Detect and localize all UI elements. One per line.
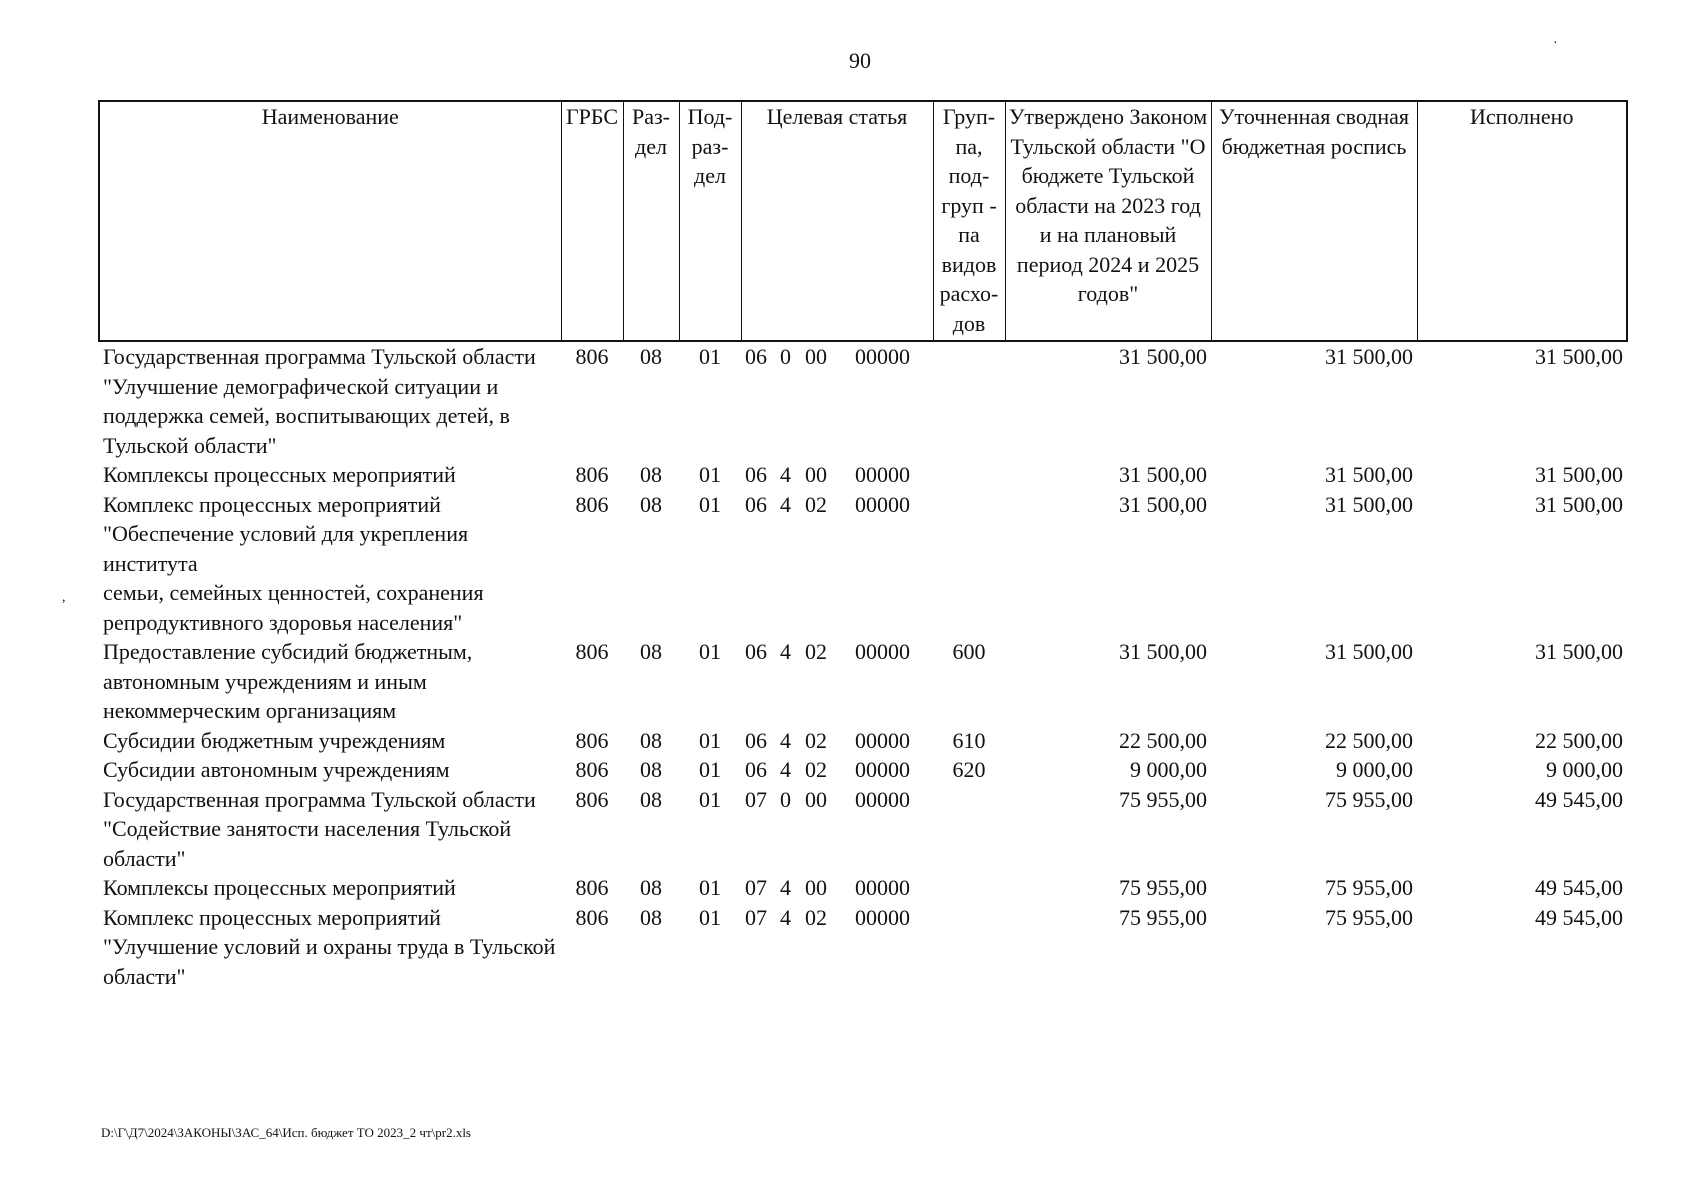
row-name: Комплексы процессных мероприятий [103,462,456,487]
target-direction: 00000 [855,462,910,487]
row-grbs: 806 [575,875,609,900]
target-direction: 00000 [855,491,910,517]
header-name: Наименование [99,101,561,341]
target-subprogram: 02 [805,639,827,664]
row-target [741,873,933,903]
target-subprogram: 00 [805,786,827,812]
row-grbs: 806 [575,727,609,753]
target-program: 06 [745,727,767,753]
row-executed: 22 500,00 [1535,727,1623,753]
table-row [99,785,1627,874]
target-direction: 00000 [855,757,910,782]
row-approved: 22 500,00 [1119,727,1207,753]
header-refined: Уточненная сводная бюджетная роспись [1211,101,1417,341]
row-group: 620 [952,757,986,782]
row-name: Комплекс процессных мероприятий "Обеспечение условий для укрепления института семьи, семейных ценностей, сохранения репродуктивного здоровья населения" [103,491,484,635]
header-target: Целевая статья [741,101,933,341]
row-subsection: 01 [699,462,721,487]
row-approved: 75 955,00 [1119,875,1207,900]
row-executed: 31 500,00 [1535,344,1623,369]
target-program: 06 [745,491,767,517]
row-name: Государственная программа Тульской области "Улучшение демографической ситуации и поддержка семей, воспитывающих детей, в Тульской области" [103,344,536,458]
row-refined: 75 955,00 [1325,904,1413,930]
target-type: 0 [780,344,791,369]
row-grbs: 806 [575,904,609,930]
row-refined: 31 500,00 [1325,491,1413,517]
table-row [99,460,1627,490]
target-program: 07 [745,786,767,812]
row-section: 08 [640,904,662,930]
row-grbs: 806 [575,491,609,517]
row-refined: 31 500,00 [1325,639,1413,664]
page-number: 90 [849,48,871,73]
row-subsection: 01 [699,344,721,369]
row-refined: 22 500,00 [1325,727,1413,753]
target-program: 07 [745,875,767,900]
row-target [741,755,933,785]
target-type: 4 [780,462,791,487]
target-subprogram: 00 [805,344,827,369]
row-subsection: 01 [699,639,721,664]
row-grbs: 806 [575,639,609,664]
target-type: 4 [780,727,791,753]
row-grbs: 806 [575,462,609,487]
row-approved: 9 000,00 [1130,757,1207,782]
target-subprogram: 00 [805,875,827,900]
row-target [741,726,933,756]
row-grbs: 806 [575,786,609,812]
row-name: Комплекс процессных мероприятий "Улучшение условий и охраны труда в Тульской области" [103,904,556,989]
row-refined: 31 500,00 [1325,344,1413,369]
row-subsection: 01 [699,904,721,930]
table-row [99,341,1627,460]
row-grbs: 806 [575,757,609,782]
row-name: Субсидии автономным учреждениям [103,757,450,782]
row-group [933,873,1005,903]
row-group [933,490,1005,638]
row-group [933,785,1005,874]
target-direction: 00000 [855,904,910,930]
scan-mark: , [62,590,66,605]
target-type: 4 [780,904,791,930]
row-subsection: 01 [699,727,721,753]
target-program: 06 [745,344,767,369]
header-group: Груп- па, под- груп - па видов расхо- дов [933,101,1005,341]
row-section: 08 [640,875,662,900]
row-target [741,785,933,874]
row-grbs: 806 [575,344,609,369]
row-name: Государственная программа Тульской области "Содействие занятости населения Тульской области" [103,786,536,871]
table-row [99,873,1627,903]
row-name: Субсидии бюджетным учреждениям [103,727,446,753]
table-row [99,637,1627,726]
row-executed: 9 000,00 [1546,757,1623,782]
row-target [741,341,933,460]
table-body [99,341,1627,991]
table-row [99,726,1627,756]
target-program: 06 [745,757,767,782]
target-program: 06 [745,639,767,664]
budget-table [98,100,1628,991]
row-name: Комплексы процессных мероприятий [103,875,456,900]
target-program: 06 [745,462,767,487]
target-direction: 00000 [855,344,910,369]
row-section: 08 [640,491,662,517]
row-section: 08 [640,462,662,487]
table-header-row [99,101,1627,341]
row-executed: 49 545,00 [1535,904,1623,930]
row-subsection: 01 [699,786,721,812]
target-direction: 00000 [855,875,910,900]
row-executed: 31 500,00 [1535,462,1623,487]
row-approved: 31 500,00 [1119,491,1207,517]
row-refined: 9 000,00 [1336,757,1413,782]
header-executed: Исполнено [1417,101,1627,341]
row-group [933,460,1005,490]
row-approved: 75 955,00 [1119,786,1207,812]
row-subsection: 01 [699,757,721,782]
row-executed: 31 500,00 [1535,491,1623,517]
target-subprogram: 02 [805,757,827,782]
row-target [741,637,933,726]
target-direction: 00000 [855,786,910,812]
row-approved: 31 500,00 [1119,462,1207,487]
scan-mark: · [1553,36,1558,51]
row-section: 08 [640,344,662,369]
row-subsection: 01 [699,875,721,900]
row-section: 08 [640,786,662,812]
target-subprogram: 02 [805,727,827,753]
row-executed: 49 545,00 [1535,786,1623,812]
target-type: 4 [780,639,791,664]
target-direction: 00000 [855,727,910,753]
row-refined: 75 955,00 [1325,875,1413,900]
row-group [933,903,1005,992]
target-direction: 00000 [855,639,910,664]
target-type: 4 [780,757,791,782]
file-path: D:\Г\Д7\2024\ЗАКОНЫ\ЗАС_64\Исп. бюджет ТО 2023_2 чт\pr2.xls [101,1125,471,1140]
target-type: 0 [780,786,791,812]
row-approved: 31 500,00 [1119,639,1207,664]
target-program: 07 [745,904,767,930]
row-target [741,490,933,638]
row-group [933,341,1005,460]
header-grbs: ГРБС [561,101,623,341]
row-group: 600 [952,639,986,664]
header-approved: Утверждено Законом Тульской области "О бюджете Тульской области на 2023 год и на плановый период 2024 и 2025 годов" [1005,101,1211,341]
header-subsection: Под- раз- дел [679,101,741,341]
table-row [99,903,1627,992]
target-subprogram: 02 [805,904,827,930]
row-group: 610 [952,727,986,753]
target-type: 4 [780,875,791,900]
row-section: 08 [640,757,662,782]
row-executed: 49 545,00 [1535,875,1623,900]
row-executed: 31 500,00 [1535,639,1623,664]
row-name: Предоставление субсидий бюджетным, автономным учреждениям и иным некоммерческим организациям [103,639,473,723]
row-target [741,460,933,490]
row-refined: 31 500,00 [1325,462,1413,487]
target-subprogram: 02 [805,491,827,517]
row-approved: 31 500,00 [1119,344,1207,369]
target-subprogram: 00 [805,462,827,487]
target-type: 4 [780,491,791,517]
row-section: 08 [640,727,662,753]
table-row [99,490,1627,638]
row-section: 08 [640,639,662,664]
row-subsection: 01 [699,491,721,517]
header-section: Раз- дел [623,101,679,341]
row-approved: 75 955,00 [1119,904,1207,930]
row-target [741,903,933,992]
table-row [99,755,1627,785]
row-refined: 75 955,00 [1325,786,1413,812]
